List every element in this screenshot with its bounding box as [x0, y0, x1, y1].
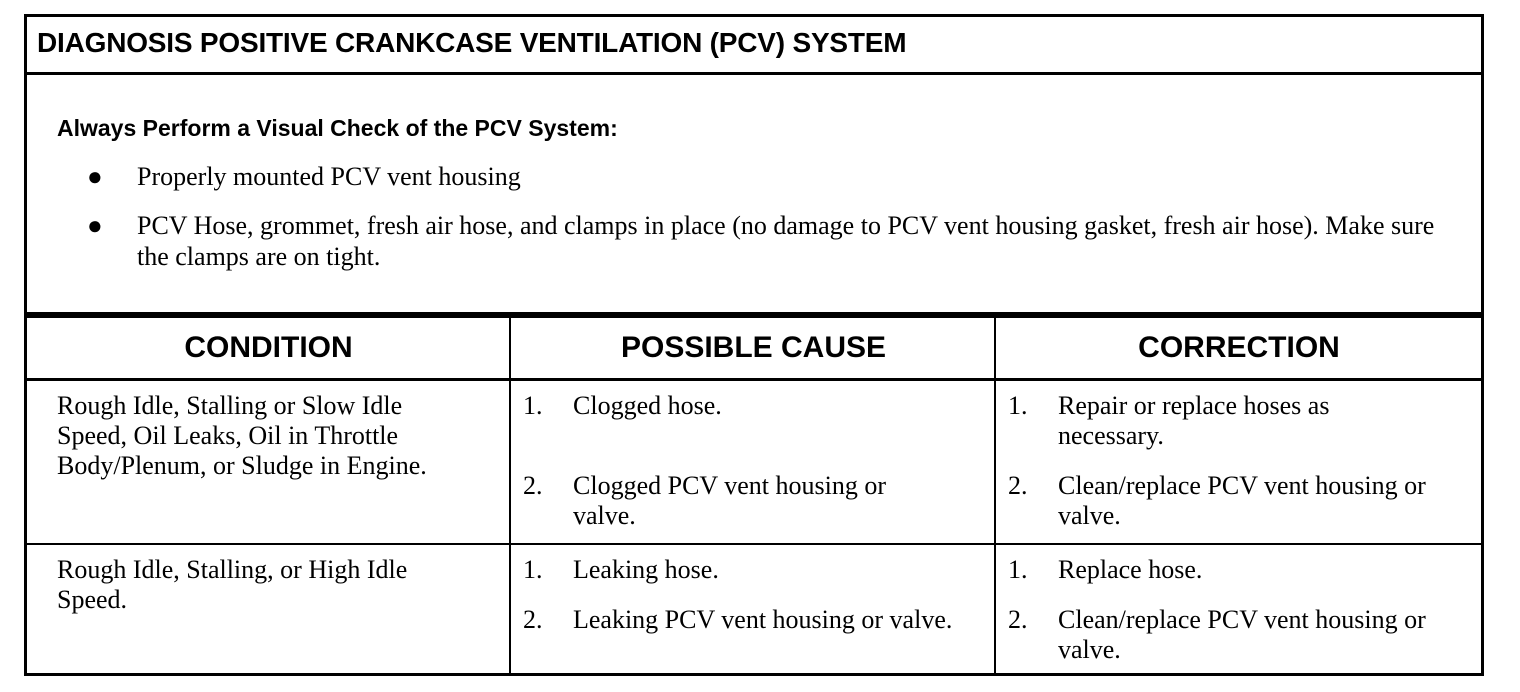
table-row-1-correction-2: 2. Clean/replace PCV vent housing or valve.	[1008, 471, 1426, 530]
visual-check-section: Always Perform a Visual Check of the PCV System: ● Properly mounted PCV vent housing ● PCV Hose, grommet, fresh air hose, and clamps in place (no damage to PCV vent housing gasket, fresh air hose). Make sure the clamps are on tight.	[27, 75, 1481, 315]
page-title: DIAGNOSIS POSITIVE CRANKCASE VENTILATION (PCV) SYSTEM	[27, 17, 1481, 75]
table-row-2-correction-1: 1. Replace hose.	[1008, 555, 1203, 584]
table-row-2-cause-1: 1. Leaking hose.	[523, 555, 719, 584]
row-divider	[27, 543, 1481, 545]
table-row-2-cause-2: 2. Leaking PCV vent housing or valve.	[523, 605, 953, 634]
table-row-2-correction-2: 2. Clean/replace PCV vent housing or valve.	[1008, 605, 1426, 664]
table-row-2-condition: Rough Idle, Stalling, or High Idle Speed.	[57, 555, 408, 614]
column-header-correction: CORRECTION	[1138, 331, 1340, 364]
diagnosis-chart	[24, 14, 1484, 676]
bullet-icon: ●	[87, 211, 103, 240]
diagnosis-table	[27, 315, 1481, 673]
table-row-1-condition: Rough Idle, Stalling or Slow Idle Speed, Oil Leaks, Oil in Throttle Body/Plenum, or Sludge in Engine.	[57, 391, 427, 480]
column-divider	[509, 315, 511, 673]
table-header-row	[27, 315, 1481, 381]
column-header-condition: CONDITION	[184, 331, 353, 364]
table-row-1-cause-2: 2. Clogged PCV vent housing or valve.	[523, 471, 886, 530]
bullet-icon: ●	[87, 162, 103, 191]
column-divider	[994, 315, 996, 673]
table-row-1-correction-1: 1. Repair or replace hoses as necessary.	[1008, 391, 1330, 450]
table-row-1-cause-1: 1. Clogged hose.	[523, 391, 722, 420]
visual-check-heading: Always Perform a Visual Check of the PCV System:	[57, 115, 618, 141]
column-header-possible-cause: POSSIBLE CAUSE	[620, 331, 887, 364]
